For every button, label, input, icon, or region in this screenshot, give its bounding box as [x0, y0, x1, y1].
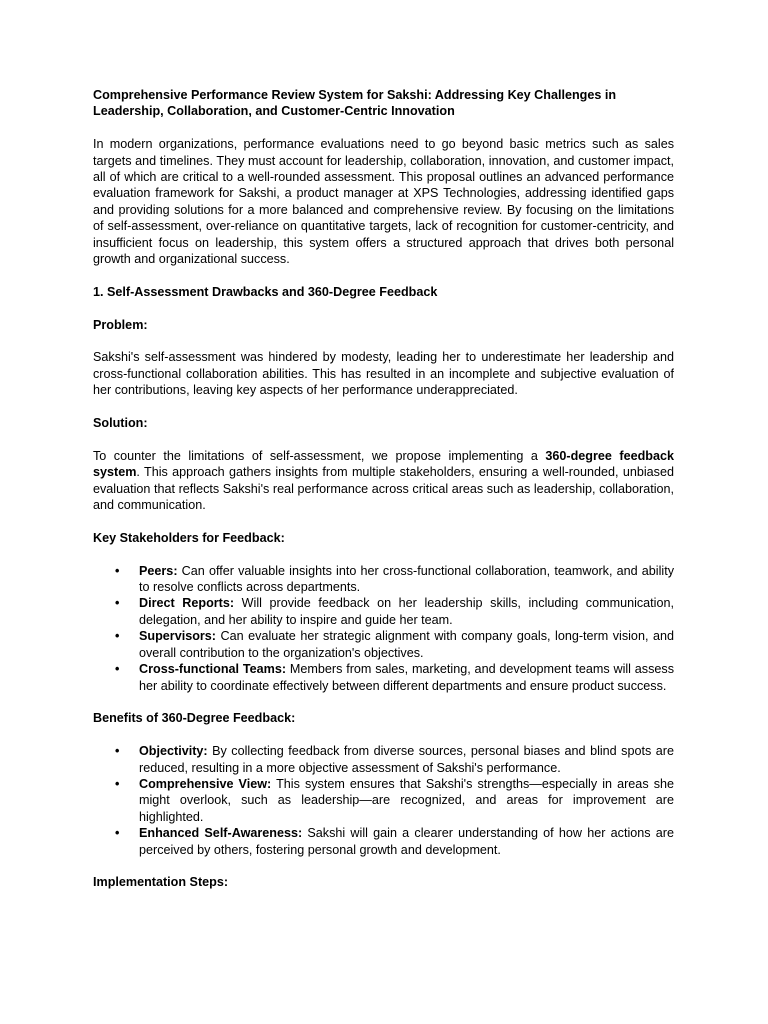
list-item: [139, 743, 674, 776]
solution-text-end: . This approach gathers insights from multiple stakeholders, ensuring a well-rounded, unbiased evaluation that reflects Sakshi's real performance across critical areas such as leadership, collaboration, and communication.: [93, 465, 674, 513]
document-title: Comprehensive Performance Review System for Sakshi: Addressing Key Challenges in Leadership, Collaboration, and Customer-Centric Innovation: [93, 88, 617, 119]
intro-paragraph: In modern organizations, performance evaluations need to go beyond basic metrics such as sales targets and timelines. They must account for leadership, collaboration, innovation, and customer impact, all of which are critical to a well-rounded assessment. This proposal outlines an advanced performance evaluation framework for Sakshi, a product manager at XPS Technologies, addressing identified gaps and providing solutions for a more balanced and comprehensive review. By focusing on the limitations of self-assessment, over-reliance on quantitative targets, lack of recognition for customer-centricity, and insufficient focus on leadership, this system offers a structured approach that drives both personal growth and organizational success.: [93, 137, 674, 267]
list-item-label: Direct Reports:: [139, 596, 235, 611]
benefits-heading: Benefits of 360-Degree Feedback:: [93, 711, 296, 726]
list-item-text: Will provide feedback on her leadership skills, including communication, delegation, and her ability to inspire and guide her team.: [139, 596, 674, 627]
list-item-label: Cross-functional Teams:: [139, 662, 287, 677]
list-item-text: This system ensures that Sakshi's strengths—especially in areas she might overlook, such as leadership—are recognized, and areas for improvement are highlighted.: [139, 776, 674, 824]
list-item-label: Enhanced Self-Awareness:: [139, 826, 303, 841]
list-item-label: Peers:: [139, 563, 178, 578]
problem-paragraph: Sakshi's self-assessment was hindered by modesty, leading her to underestimate her leadership and cross-functional collaboration abilities. This has resulted in an incomplete and subjective evaluation of her contributions, leaving key aspects of her performance underappreciated.: [93, 350, 674, 398]
stakeholders-list: [93, 563, 674, 694]
list-item: [139, 563, 674, 596]
list-item: [139, 776, 674, 825]
benefits-list: [93, 743, 674, 858]
implementation-heading: Implementation Steps:: [93, 875, 229, 890]
section-heading-self-assessment: 1. Self-Assessment Drawbacks and 360-Degree Feedback: [93, 284, 438, 299]
list-item: [139, 825, 674, 858]
list-item-label: Comprehensive View:: [139, 776, 272, 791]
list-item-text: By collecting feedback from diverse sources, personal biases and blind spots are reduced, resulting in a more objective assessment of Sakshi's performance.: [139, 744, 674, 775]
list-item-label: Objectivity:: [139, 744, 208, 759]
list-item: [139, 595, 674, 628]
list-item-label: Supervisors:: [139, 629, 216, 644]
solution-text-start: To counter the limitations of self-assessment, we propose implementing a: [93, 448, 546, 463]
problem-heading: Problem:: [93, 317, 148, 332]
solution-heading: Solution:: [93, 416, 148, 431]
list-item-text: Can evaluate her strategic alignment with company goals, long-term vision, and overall contribution to the organization's objectives.: [139, 629, 674, 660]
list-item-text: Members from sales, marketing, and development teams will assess her ability to coordinate effectively between different departments and ensure product success.: [139, 662, 674, 693]
list-item: [139, 628, 674, 661]
list-item-text: Sakshi will gain a clearer understanding of how her actions are perceived by others, fostering personal growth and development.: [139, 826, 674, 857]
list-item: [139, 661, 674, 694]
solution-paragraph: [93, 448, 674, 514]
list-item-text: Can offer valuable insights into her cross-functional collaboration, teamwork, and ability to resolve conflicts across departments.: [139, 563, 674, 595]
solution-bold-term: 360-degree feedback system: [93, 448, 675, 480]
stakeholders-heading: Key Stakeholders for Feedback:: [93, 530, 285, 545]
